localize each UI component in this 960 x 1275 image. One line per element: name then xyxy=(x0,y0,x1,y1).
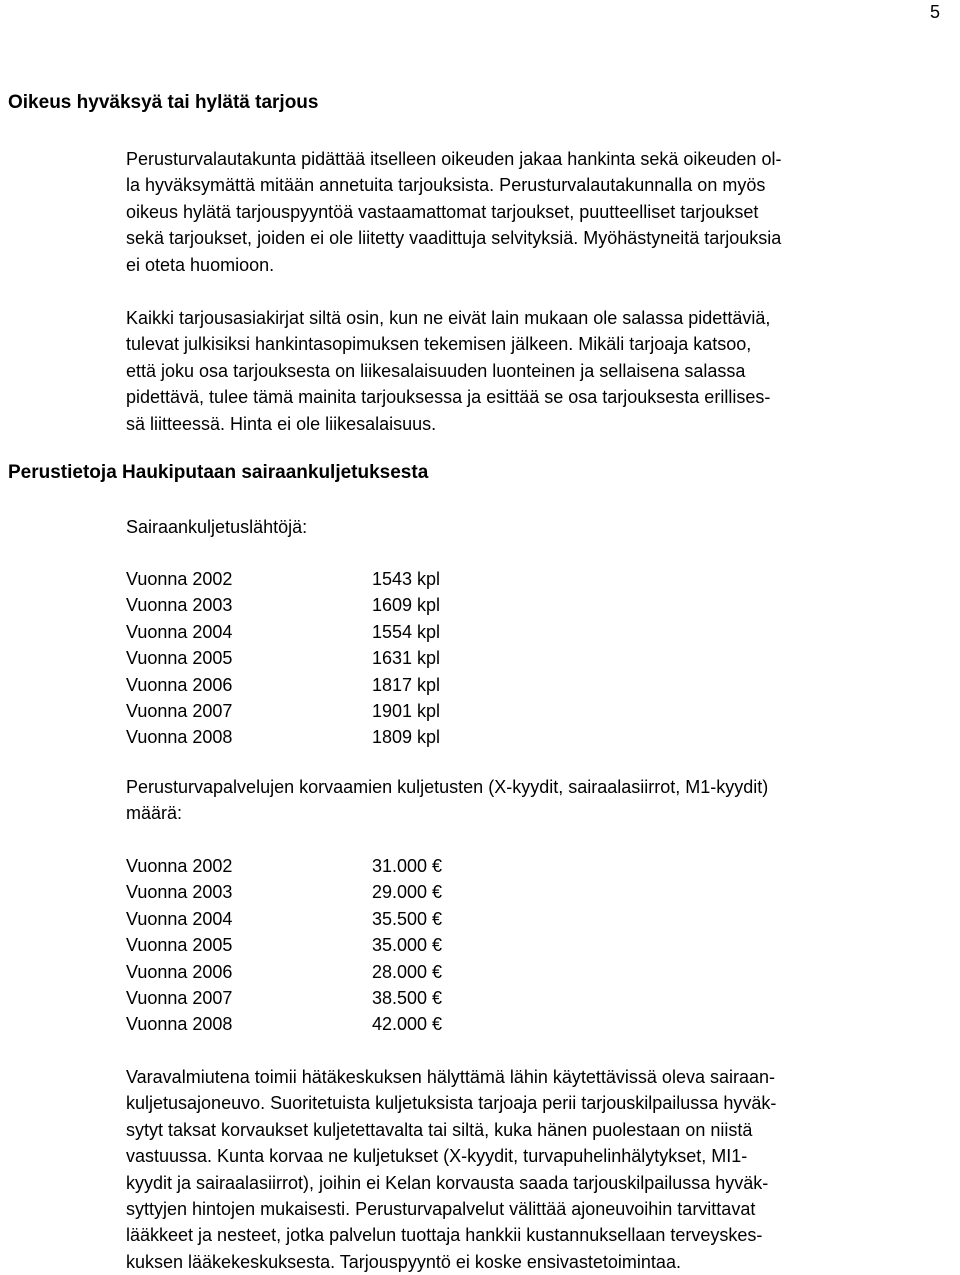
year-cell: Vuonna 2004 xyxy=(126,908,233,929)
year-cell: Vuonna 2006 xyxy=(126,674,233,695)
table-row xyxy=(126,932,442,958)
year-cell: Vuonna 2003 xyxy=(126,595,233,616)
year-cell: Vuonna 2008 xyxy=(126,727,233,748)
paragraph-offer-rights: Perusturvalautakunta pidättää itselleen oikeuden jakaa hankinta sekä oikeuden ol- la hyväksymättä mitään annetuita tarjouksista. Perusturvalautakunnalla on myös oikeus hylätä tarjouspyyntöä vastaamattomat tarjoukset, puutteelliset tarjoukset sekä tarjoukset, joiden ei ole liitetty vaadittuja selvityksiä. Myöhästyneitä tarjouksia ei oteta huomioon. xyxy=(126,149,782,275)
value-cell: 1543 kpl xyxy=(372,569,441,589)
table-row xyxy=(126,724,440,750)
value-cell: 1609 kpl xyxy=(372,595,441,616)
table-row xyxy=(126,592,440,618)
table-row xyxy=(126,698,440,724)
year-cell: Vuonna 2007 xyxy=(126,701,233,722)
table-row xyxy=(126,959,442,985)
table-row xyxy=(126,619,440,645)
year-cell: Vuonna 2008 xyxy=(126,1014,233,1035)
table-row xyxy=(126,853,442,879)
value-cell: 1901 kpl xyxy=(372,701,441,722)
value-cell: 31.000 € xyxy=(372,856,443,876)
replacement-table xyxy=(126,853,442,1038)
paragraph-offer-documents: Kaikki tarjousasiakirjat siltä osin, kun ne eivät lain mukaan ole salassa pidettäviä, tulevat julkisiksi hankintasopimuksen tekemisen jälkeen. Mikäli tarjoaja katsoo, että joku osa tarjouksesta on liikesalaisuuden luonteinen ja sellaisena salassa pidettävä, tulee tämä mainita tarjouksessa ja esittää se osa tarjouksesta erillises- sä liitteessä. Hinta ei ole liikesalaisuus. xyxy=(126,308,771,434)
table-row xyxy=(126,672,440,698)
value-cell: 35.500 € xyxy=(372,908,443,929)
value-cell: 35.000 € xyxy=(372,935,443,956)
value-cell: 38.500 € xyxy=(372,988,443,1009)
table-row xyxy=(126,985,442,1011)
value-cell: 1554 kpl xyxy=(372,621,441,642)
value-cell: 1631 kpl xyxy=(372,648,441,669)
value-cell: 28.000 € xyxy=(372,961,443,982)
year-cell: Vuonna 2004 xyxy=(126,621,233,642)
section-heading-offer-rights: Oikeus hyväksyä tai hylätä tarjous xyxy=(8,92,319,113)
section-heading-basic-info: Perustietoja Haukiputaan sairaankuljetuksesta xyxy=(8,462,429,483)
departures-table xyxy=(126,566,440,751)
value-cell: 1809 kpl xyxy=(372,727,441,748)
table-row xyxy=(126,1011,442,1037)
year-cell: Vuonna 2006 xyxy=(126,961,233,982)
year-cell: Vuonna 2007 xyxy=(126,988,233,1009)
year-cell: Vuonna 2002 xyxy=(126,569,233,589)
table-row xyxy=(126,879,442,905)
year-cell: Vuonna 2005 xyxy=(126,648,233,669)
table-row xyxy=(126,566,440,592)
replacement-label: Perusturvapalvelujen korvaamien kuljetusten (X-kyydit, sairaalasiirrot, M1-kyydit) määrä: xyxy=(126,777,769,824)
year-cell: Vuonna 2005 xyxy=(126,935,233,956)
page-number: 5 xyxy=(929,2,940,22)
departures-label: Sairaankuljetuslähtöjä: xyxy=(126,517,308,537)
year-cell: Vuonna 2002 xyxy=(126,856,233,876)
paragraph-standby-service: Varavalmiutena toimii hätäkeskuksen hälyttämä lähin käytettävissä oleva sairaan- kuljetusajoneuvo. Suoritetuista kuljetuksista tarjoaja perii tarjouskilpailussa hyväk- sytyt taksat korvaukset kuljetettavalta tai siltä, kuka hänen puolestaan on niistä vastuussa. Kunta korvaa ne kuljetukset (X-kyydit, turvapuhelinhälytykset, MI1- kyydit ja sairaalasiirrot), joihin ei Kelan korvausta saada tarjouskilpailussa hyväk- syttyjen hintojen mukaisesti. Perusturvapalvelut välittää ajoneuvoihin tarvittavat lääkkeet ja nesteet, jotka palvelun tuottaja hankkii kustannuksellaan terveyskes- kuksen lääkekeskuksesta. Tarjouspyyntö ei koske ensivastetoimintaa. xyxy=(126,1067,777,1272)
table-row xyxy=(126,906,442,932)
value-cell: 29.000 € xyxy=(372,882,443,903)
value-cell: 1817 kpl xyxy=(372,674,441,695)
value-cell: 42.000 € xyxy=(372,1014,443,1035)
table-row xyxy=(126,645,440,671)
year-cell: Vuonna 2003 xyxy=(126,882,233,903)
